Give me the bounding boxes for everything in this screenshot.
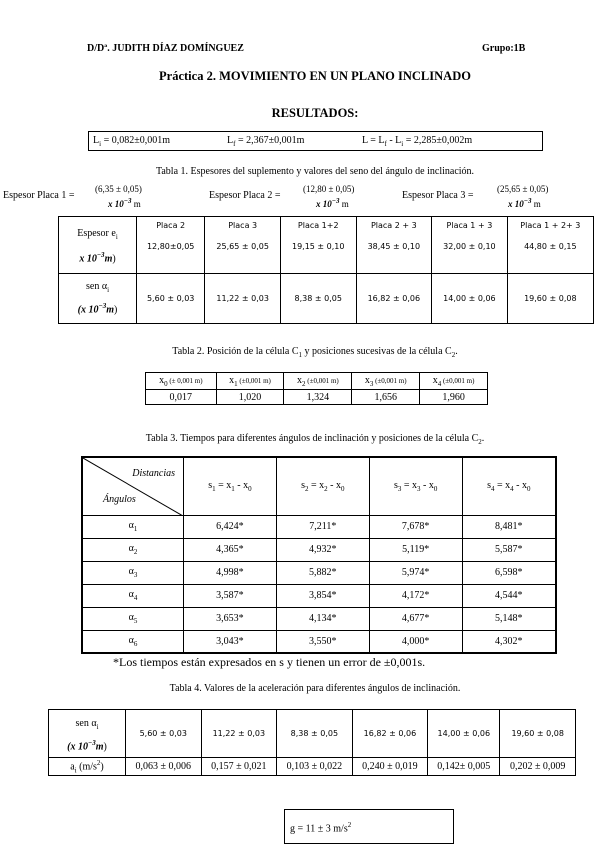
table4-row-accel-label: $a_i$ $(m/s^2)$ [49,758,126,776]
table-row [82,607,556,630]
table1-cell: 8,38 ± 0,05 [280,274,356,324]
table3-note: *Los tiempos están expresados en s y tienen un error de ±0,001s. [113,655,426,669]
table3-cell: 5,587* [462,538,556,561]
plate3-value: (25,65 ± 0,05) [497,184,549,194]
table3-cell: 4,134* [276,607,369,630]
table3-cell: 4,302* [462,630,556,653]
table3-cell: 7,211* [276,515,369,538]
table2 [145,372,488,405]
table4-cell: 0,103 ± 0,022 [277,758,353,776]
table1-cell: Placa 1 + 2+ 3 44,80 ± 0,15 [507,217,593,274]
table4 [48,709,576,776]
table3-angle: $\alpha_3$ [82,561,184,584]
table1-cell: 16,82 ± 0,06 [356,274,432,324]
table4-row-sine-label: sen $\alpha_i$ (x $10^{-3}m$) [49,710,126,758]
table4-cell: 0,202 ± 0,009 [500,758,576,776]
table3 [81,456,557,654]
plate3-label: Espesor Placa 3 = [402,190,474,201]
plate1-label: Espesor Placa 1 = [3,190,75,201]
table4-cell: 11,22 ± 0,03 [201,710,277,758]
page-title: Práctica 2. MOVIMIENTO EN UN PLANO INCLINADO [159,69,471,83]
table1-row-sine-label: sen $\alpha_i$ (x $10^{-3}m$) [59,274,137,324]
table3-header: $s_3 = x_3 - x_0$ [369,457,462,515]
diagonal-divider-icon [83,458,183,516]
table-row [49,758,576,776]
table1-cell: Placa 2 12,80±0,05 [137,217,205,274]
table3-cell: 6,424* [184,515,277,538]
table1-cell: Placa 2 + 3 38,45 ± 0,10 [356,217,432,274]
table-row [82,561,556,584]
table4-cell: 0,157 ± 0,021 [201,758,277,776]
table3-cell: 4,544* [462,584,556,607]
table3-cell: 3,043* [184,630,277,653]
table2-cell: 1,960 [420,390,488,405]
table3-cell: 3,587* [184,584,277,607]
results-heading: RESULTADOS: [271,106,359,120]
table3-angle: $\alpha_5$ [82,607,184,630]
table2-cell: 1,656 [352,390,420,405]
table2-header: $x_2$ (±0,001 m) [284,373,352,390]
author-name: D/Dª. JUDITH DÍAZ DOMÍNGUEZ [87,43,244,54]
length-total: $L = L_f - L_i = 2,285\pm 0,002m$ [362,135,473,148]
table2-header: $x_3$ (±0,001 m) [352,373,420,390]
table2-header: $x_0$ (± 0,001 m) [146,373,217,390]
table-row [59,217,594,274]
table1-row-thickness-label: Espesor $e_i$ x $10^{-3}m$) [59,217,137,274]
plate1-value: (6,35 ± 0,05) [95,184,142,194]
table1-cell: Placa 3 25,65 ± 0,05 [205,217,281,274]
table3-cell: 7,678* [369,515,462,538]
table-row [146,373,488,390]
table1-cell: 19,60 ± 0,08 [507,274,593,324]
table3-cell: 4,932* [276,538,369,561]
table3-cell: 5,882* [276,561,369,584]
table3-angle: $\alpha_2$ [82,538,184,561]
table4-cell: 14,00 ± 0,06 [428,710,500,758]
table3-angle: $\alpha_4$ [82,584,184,607]
table4-cell: 0,240 ± 0,019 [352,758,428,776]
table3-cell: 4,000* [369,630,462,653]
table1-cell: 14,00 ± 0,06 [432,274,508,324]
table-row [82,515,556,538]
table-row [49,710,576,758]
table3-cell: 4,998* [184,561,277,584]
gravity-value: g = 11 ± 3 $m/s^2$ [290,821,352,835]
plate2-value: (12,80 ± 0,05) [303,184,355,194]
table1 [58,216,594,324]
table4-cell: 0,063 ± 0,006 [126,758,202,776]
table2-cell: 1,020 [216,390,284,405]
table3-cell: 5,148* [462,607,556,630]
plate3-unit: x $10^{-3}$ m [508,197,541,209]
table3-angle: $\alpha_1$ [82,515,184,538]
table3-cell: 8,481* [462,515,556,538]
table-row [82,584,556,607]
table1-cell: Placa 1 + 3 32,00 ± 0,10 [432,217,508,274]
length-final: $L_f = 2,367\pm 0,001m$ [227,135,305,148]
table-row [59,274,594,324]
table3-angle: $\alpha_6$ [82,630,184,653]
table3-cell: 5,974* [369,561,462,584]
table-row [82,630,556,653]
corner-bottom-label: Ángulos [103,493,136,505]
table4-cell: 19,60 ± 0,08 [500,710,576,758]
table3-caption: Tabla 3. Tiempos para diferentes ángulos de inclinación y posiciones de la célula $C_2$. [145,433,485,446]
table4-cell: 5,60 ± 0,03 [126,710,202,758]
table3-header: $s_4 = x_4 - x_0$ [462,457,556,515]
gravity-box [284,809,454,844]
lengths-box [88,131,543,151]
table4-caption: Tabla 4. Valores de la aceleración para diferentes ángulos de inclinación. [169,683,461,694]
table1-cell: 11,22 ± 0,03 [205,274,281,324]
table3-header: $s_1 = x_1 - x_0$ [184,457,277,515]
table3-cell: 3,854* [276,584,369,607]
plate1-unit: x $10^{-3}$ m [108,197,141,209]
length-initial: $L_i = 0,082\pm 0,001m$ [93,135,170,148]
table3-cell: 4,172* [369,584,462,607]
plate2-unit: x $10^{-3}$ m [316,197,349,209]
table2-cell: 0,017 [146,390,217,405]
table3-cell: 4,677* [369,607,462,630]
table3-cell: 3,653* [184,607,277,630]
table3-cell: 4,365* [184,538,277,561]
table2-caption: Tabla 2. Posición de la célula $C_1$ y posiciones sucesivas de la célula $C_2$. [172,346,458,359]
table3-cell: 6,598* [462,561,556,584]
table-row [146,390,488,405]
table3-corner [82,457,184,515]
table3-cell: 5,119* [369,538,462,561]
table1-cell: 5,60 ± 0,03 [137,274,205,324]
corner-top-label: Distancias [132,468,175,479]
table1-caption: Tabla 1. Espesores del suplemento y valores del seno del ángulo de inclinación. [155,166,475,177]
table1-cell: Placa 1+2 19,15 ± 0,10 [280,217,356,274]
table3-cell: 3,550* [276,630,369,653]
table4-cell: 8,38 ± 0,05 [277,710,353,758]
table-row [82,538,556,561]
table2-header: $x_4$ (±0,001 m) [420,373,488,390]
table2-header: $x_1$ (±0,001 m) [216,373,284,390]
table-row [82,457,556,515]
group-label: Grupo:1B [482,43,526,54]
plate2-label: Espesor Placa 2 = [209,190,281,201]
table3-header: $s_2 = x_2 - x_0$ [276,457,369,515]
table4-cell: 0,142± 0,005 [428,758,500,776]
table2-cell: 1,324 [284,390,352,405]
table4-cell: 16,82 ± 0,06 [352,710,428,758]
